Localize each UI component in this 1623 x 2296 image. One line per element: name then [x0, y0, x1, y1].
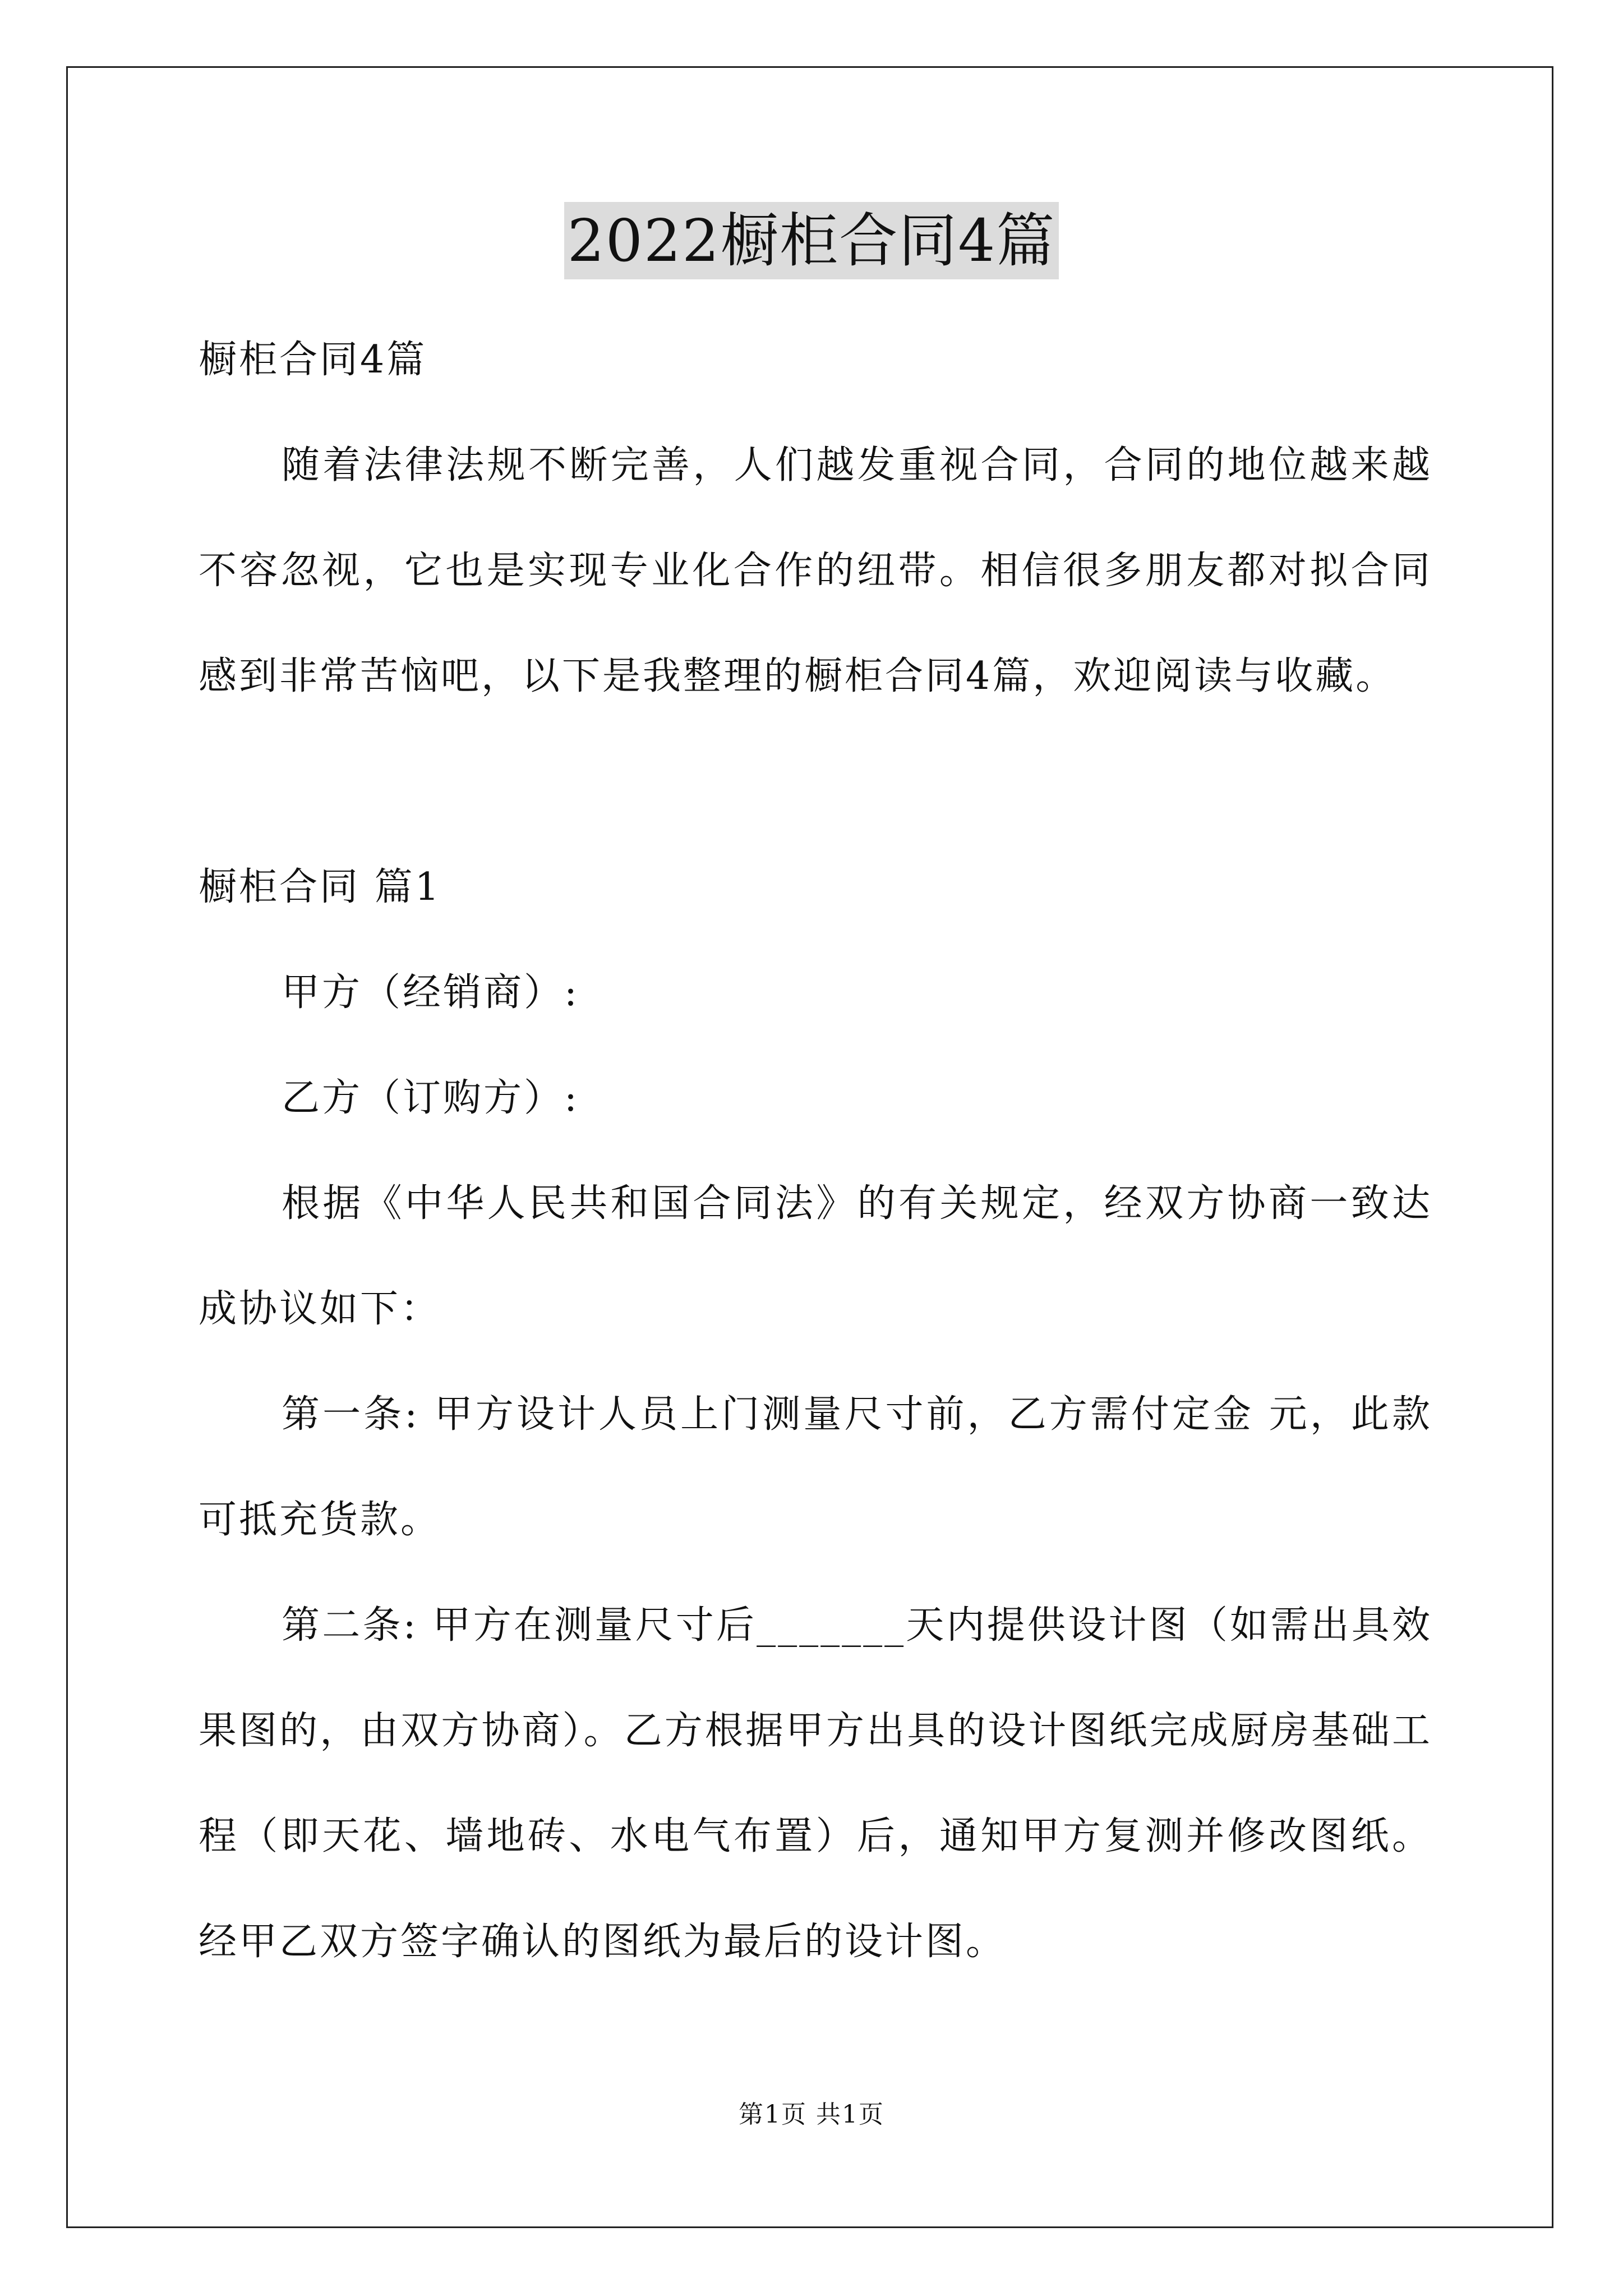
document-subtitle: 橱柜合同4篇	[199, 338, 427, 382]
title-container	[0, 202, 1623, 280]
intro-paragraph: 随着法律法规不断完善，人们越发重视合同，合同的地位越来越不容忽视，它也是实现专业化合作的纽带。相信很多朋友都对拟合同感到非常苦恼吧，以下是我整理的橱柜合同4篇，欢迎阅读与收藏。	[199, 443, 1432, 698]
document-title: 2022橱柜合同4篇	[564, 202, 1059, 279]
legal-basis-paragraph: 根据《中华人民共和国合同法》的有关规定，经双方协商一致达成协议如下：	[199, 1181, 1432, 1331]
article-1-paragraph: 第一条: 甲方设计人员上门测量尺寸前，乙方需付定金 元，此款可抵充货款。	[199, 1392, 1432, 1542]
article-2-paragraph: 第二条: 甲方在测量尺寸后_______天内提供设计图（如需出具效果图的，由双方协商）。乙方根据甲方出具的设计图纸完成厨房基础工程（即天花、墙地砖、水电气布置）后，通知甲方复测并修改图纸。经甲乙双方签字确认的图纸为最后的设计图。	[199, 1603, 1432, 1964]
page-footer: 第1页 共1页	[739, 2100, 884, 2129]
section-spacer	[199, 729, 1432, 835]
section-heading: 橱柜合同 篇1	[199, 865, 441, 909]
party-b-line: 乙方（订购方）:	[282, 1076, 579, 1120]
document-body	[199, 307, 1432, 1995]
party-a-line: 甲方（经销商）:	[282, 970, 579, 1015]
